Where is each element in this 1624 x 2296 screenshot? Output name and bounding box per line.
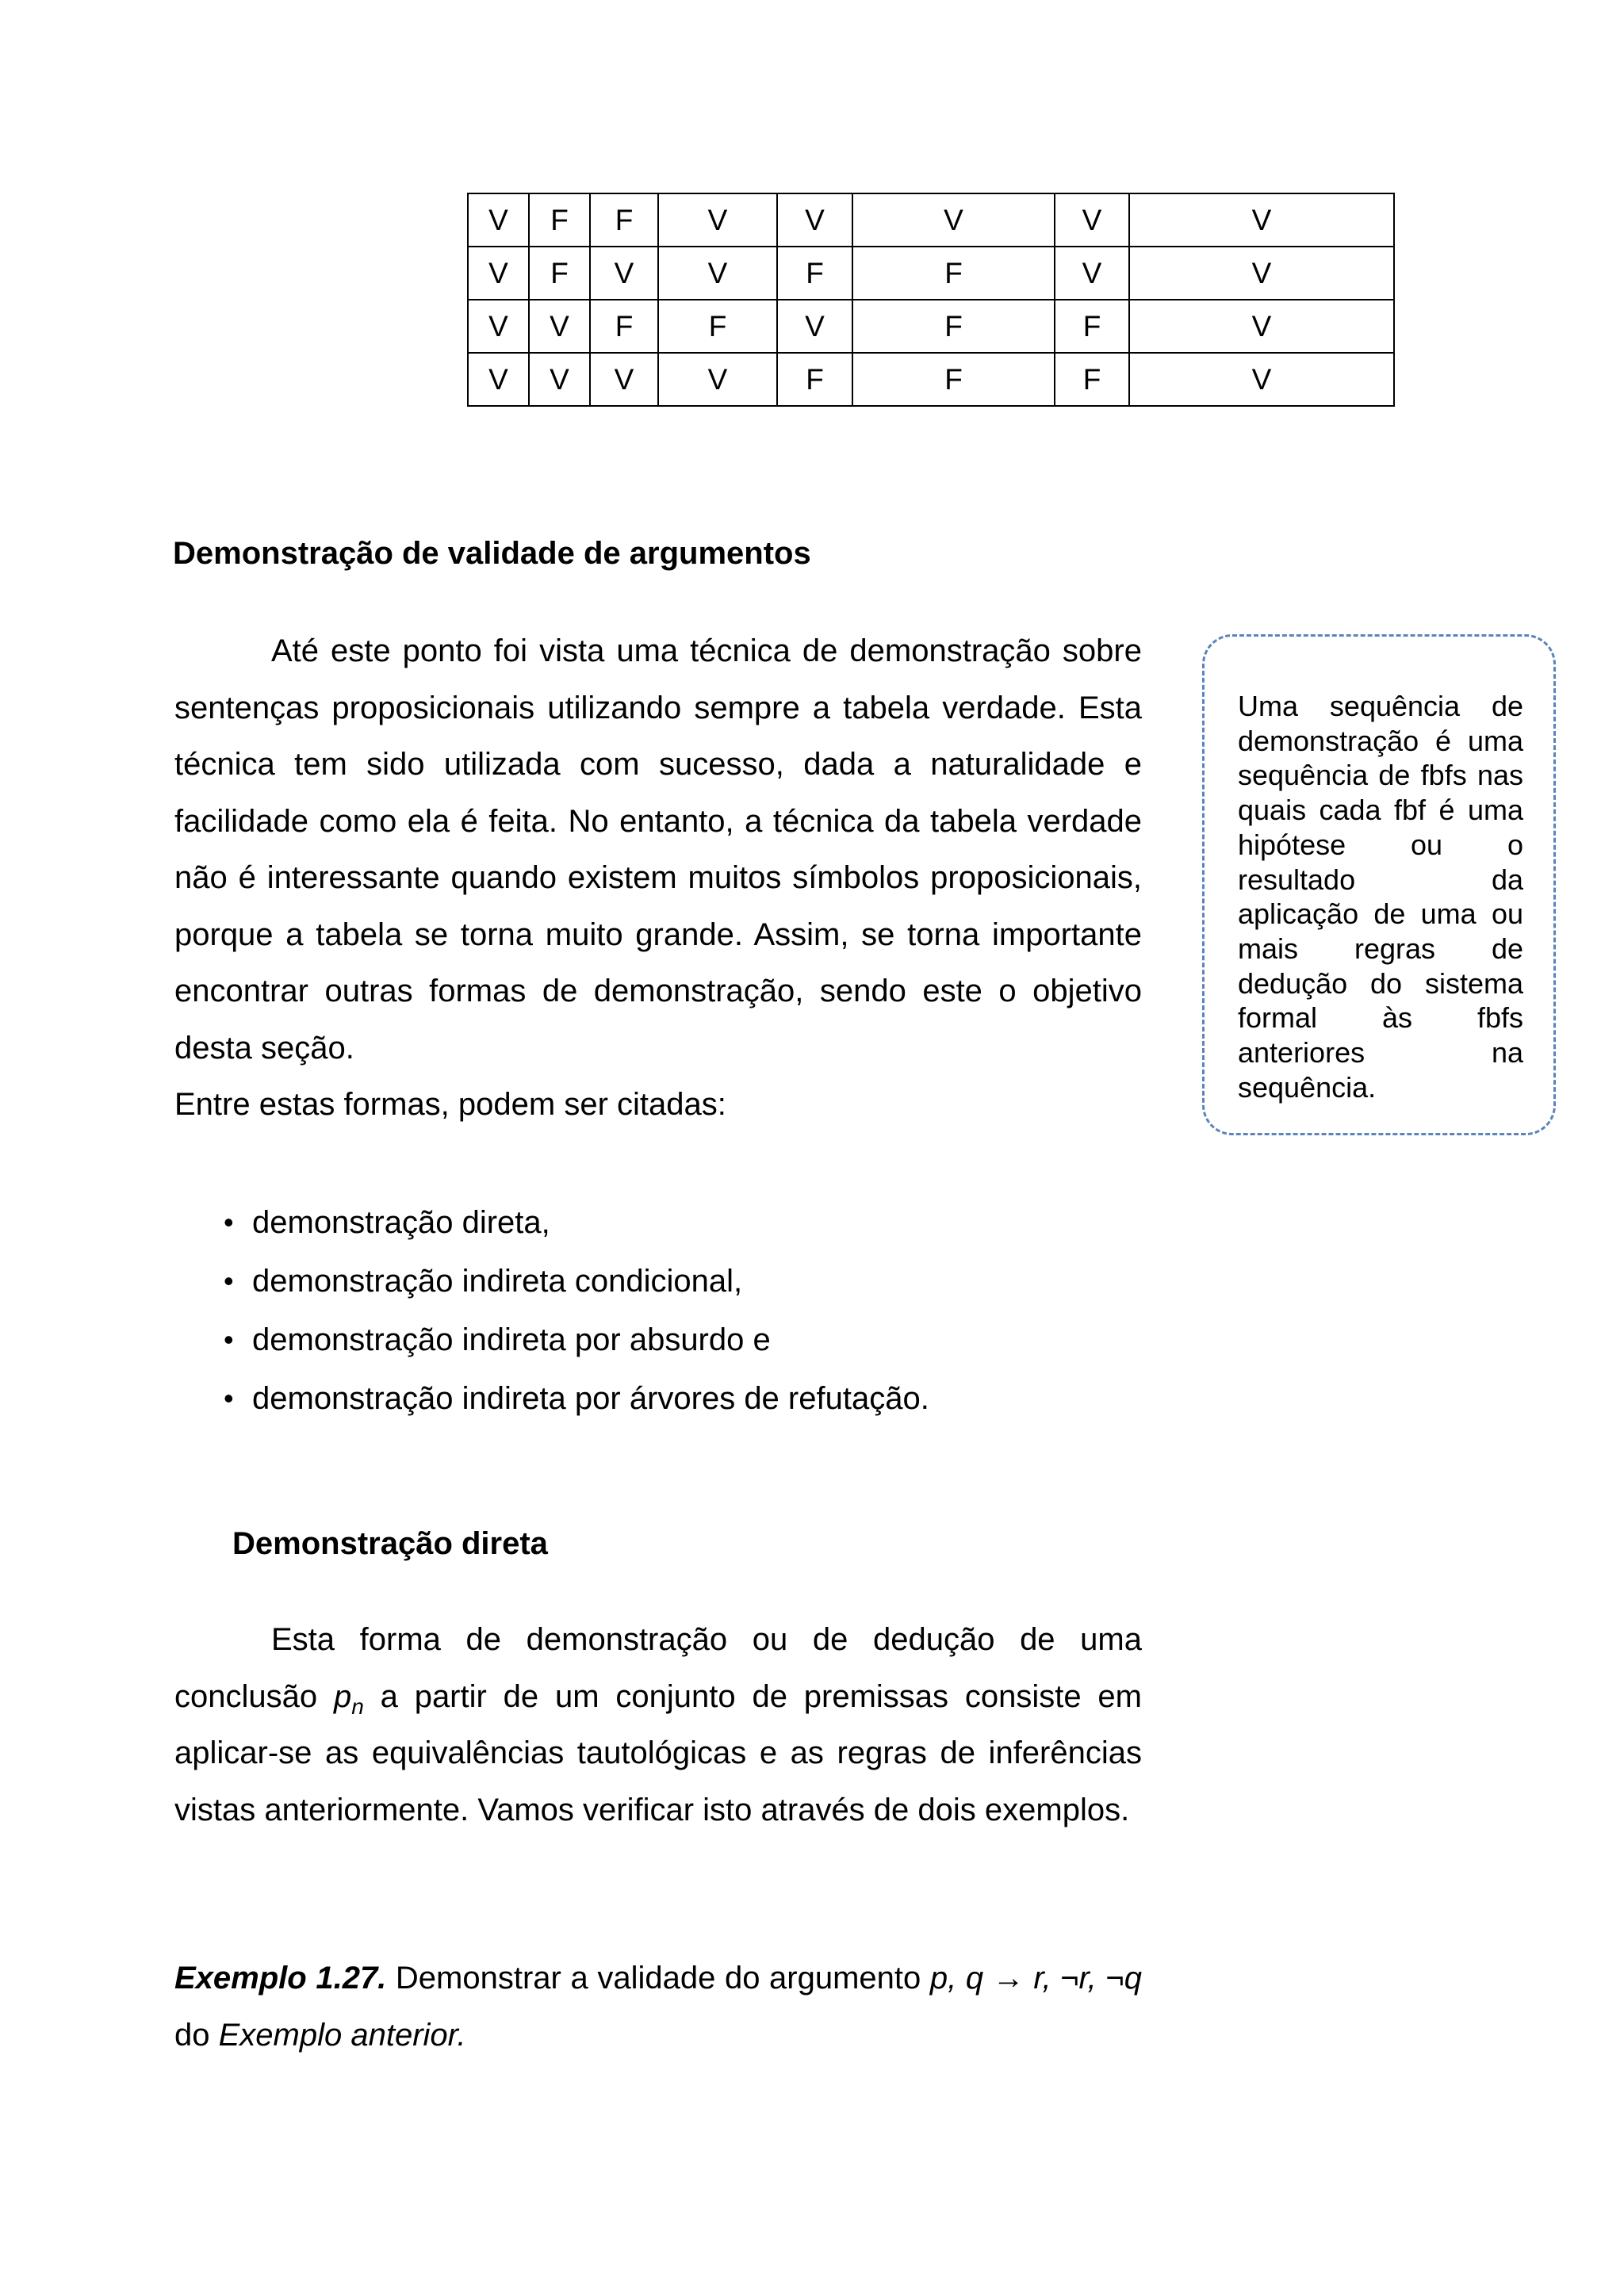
argument-formula: p, q → r, ¬r, ¬q <box>929 1961 1142 1996</box>
list-item: • demonstração indireta por árvores de refutação. <box>224 1369 929 1428</box>
table-cell: V <box>529 300 590 353</box>
table-cell: F <box>590 193 658 247</box>
subsection-title: Demonstração direta <box>232 1526 548 1561</box>
table-cell: V <box>658 193 777 247</box>
list-item: • demonstração direta, <box>224 1193 929 1252</box>
list-intro: Entre estas formas, podem ser citadas: <box>174 1087 726 1122</box>
table-cell: F <box>777 353 852 406</box>
table-cell: V <box>1129 193 1394 247</box>
table-cell: V <box>468 353 529 406</box>
section-title: Demonstração de validade de argumentos <box>173 536 811 571</box>
table-cell: F <box>1055 353 1129 406</box>
table-cell: V <box>1055 247 1129 300</box>
example-label: Exemplo 1.27. <box>174 1961 387 1996</box>
table-row <box>468 353 1394 406</box>
example-paragraph: Exemplo 1.27. Demonstrar a validade do argumento p, q → r, ¬r, ¬q do Exemplo anterior. <box>174 1961 1142 2053</box>
bullet-icon: • <box>224 1323 234 1356</box>
table-cell: V <box>468 193 529 247</box>
bullet-icon: • <box>224 1206 234 1238</box>
list-item: • demonstração indireta por absurdo e <box>224 1311 929 1369</box>
table-cell: V <box>468 247 529 300</box>
table-row <box>468 193 1394 247</box>
table-cell: V <box>777 300 852 353</box>
definition-callout <box>1202 634 1556 1135</box>
variable-p: p <box>333 1678 352 1714</box>
bullet-icon: • <box>224 1382 234 1414</box>
table-row <box>468 300 1394 353</box>
callout-text: Uma sequência de demonstração é uma sequência de fbfs nas quais cada fbf é uma hipótese ou o resultado da aplicação de uma ou mais regras de dedução do sistema formal às fbfs anteriores na sequência. <box>1238 690 1523 1104</box>
table-cell: F <box>529 193 590 247</box>
table-cell: V <box>1055 193 1129 247</box>
table-cell: F <box>590 300 658 353</box>
table-cell: F <box>852 247 1055 300</box>
table-cell: V <box>1129 353 1394 406</box>
table-cell: V <box>1129 247 1394 300</box>
intro-paragraph: Até este ponto foi vista uma técnica de demonstração sobre sentenças proposicionais utilizando sempre a tabela verdade. Esta técnica tem sido utilizada com sucesso, dada a naturalidade e facilidade como ela é feita. No entanto, a técnica da tabela verdade não é interessante quando existem muitos símbolos proposicionais, porque a tabela se torna muito grande. Assim, se torna importante encontrar outras formas de demonstração, sendo este o objetivo desta seção. <box>174 633 1142 1066</box>
table-cell: V <box>1129 300 1394 353</box>
table-cell: F <box>1055 300 1129 353</box>
truth-table <box>467 193 1395 407</box>
table-cell: F <box>777 247 852 300</box>
table-cell: V <box>590 247 658 300</box>
table-cell: F <box>529 247 590 300</box>
table-cell: V <box>658 247 777 300</box>
table-cell: V <box>852 193 1055 247</box>
table-cell: V <box>468 300 529 353</box>
demonstration-methods-list <box>224 1193 929 1428</box>
table-cell: F <box>852 353 1055 406</box>
table-cell: F <box>852 300 1055 353</box>
example-reference: Exemplo anterior. <box>218 2017 466 2053</box>
list-item: • demonstração indireta condicional, <box>224 1252 929 1311</box>
direct-proof-paragraph: Esta forma de demonstração ou de dedução de uma conclusão $p_n$ a partir de um conjunto de premissas consiste em aplicar-se as equivalências tautológicas e as regras de inferências vistas anteriormente. Vamos verificar isto através de dois exemplos. <box>174 1622 1142 1827</box>
table-cell: V <box>529 353 590 406</box>
table-cell: V <box>658 353 777 406</box>
table-row <box>468 247 1394 300</box>
table-cell: V <box>777 193 852 247</box>
table-cell: V <box>590 353 658 406</box>
table-cell: F <box>658 300 777 353</box>
bullet-icon: • <box>224 1265 234 1297</box>
